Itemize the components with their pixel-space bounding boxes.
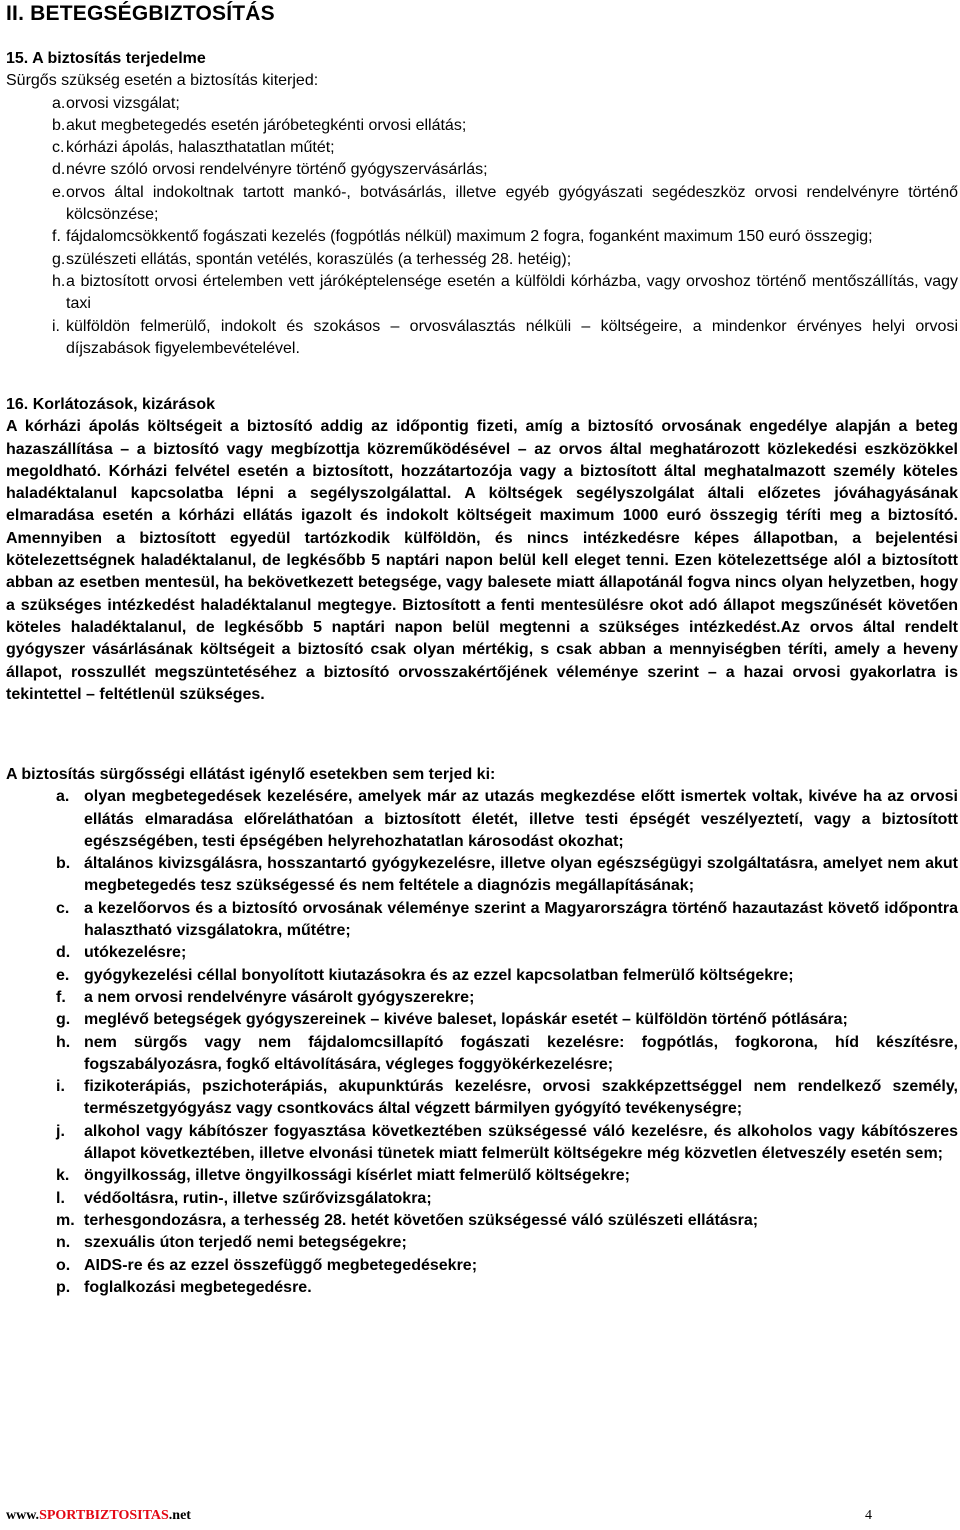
list-marker: l. [56,1189,65,1207]
list-marker: m. [56,1211,75,1229]
exclusion-item [6,1255,958,1277]
exclusion-item [6,987,958,1009]
coverage-item [6,137,958,159]
list-item-text: meglévő betegségek gyógyszereinek – kivéve baleset, lopáskár esetét – külföldön történő pótlására; [84,1011,848,1029]
coverage-item [6,115,958,137]
list-marker: f. [52,228,61,246]
section-16 [6,394,958,706]
exclusions-list [6,786,958,1299]
exclusion-item [6,1277,958,1299]
list-marker: a. [56,788,70,806]
list-item-text: védőoltásra, rutin-, illetve szűrővizsgálatokra; [84,1189,432,1207]
exclusion-item [6,786,958,853]
footer-site-brand: SPORTBIZTOSITAS [39,1508,169,1523]
coverage-item [6,316,958,361]
exclusion-item [6,853,958,898]
coverage-list [6,93,958,361]
page-number: 4 [865,1508,872,1523]
list-item-text: terhesgondozásra, a terhesség 28. hetét követően szükségessé váló szülészeti ellátásra; [84,1211,759,1229]
footer-site-prefix: www. [6,1508,40,1523]
coverage-item [6,93,958,115]
exclusions-title: A biztosítás sürgősségi ellátást igénylő esetekben sem terjed ki: [6,766,496,783]
list-marker: n. [56,1234,71,1252]
section-16-title: 16. Korlátozások, kizárások [6,396,215,413]
exclusion-item [6,1032,958,1077]
list-marker: a. [52,94,66,112]
list-marker: i. [52,317,60,335]
list-item-text: kórházi ápolás, halaszthatatlan műtét; [66,139,335,157]
list-item-text: fájdalomcsökkentő fogászati kezelés (fogpótlás nélkül) maximum 2 fogra, foganként maximum 150 euró összegig; [66,228,873,246]
exclusion-item [6,898,958,943]
coverage-item [6,271,958,316]
list-item-text: általános kivizsgálásra, hosszantartó gyógykezelésre, illetve olyan egészségügyi szolgáltatásra, amelyet nem akut megbetegedés tesz szükségessé és nem feltétele a diagnózis megállapításának; [84,855,958,895]
list-item-text: a nem orvosi rendelvényre vásárolt gyógyszerekre; [84,988,475,1006]
list-item-text: AIDS-re és az ezzel összefüggő megbetegedésekre; [84,1256,478,1274]
list-marker: c. [52,139,65,157]
list-item-text: akut megbetegedés esetén járóbetegkénti orvosi ellátás; [66,116,467,134]
list-marker: e. [56,966,70,984]
list-marker: k. [56,1167,70,1185]
exclusion-item [6,1009,958,1031]
list-item-text: szülészeti ellátás, spontán vetélés, koraszülés (a terhesség 28. hetéig); [66,250,572,268]
section-15 [6,48,958,360]
section-15-title: 15. A biztosítás terjedelme [6,50,206,67]
list-marker: b. [56,855,71,873]
list-item-text: a biztosított orvosi értelemben vett járóképtelensége esetén a külföldi kórházba, vagy orvoshoz történő mentőszállítás, vagy taxi [66,272,958,313]
list-item-text: öngyilkosság, illetve öngyilkossági kísérlet miatt felmerülő költségekre; [84,1167,630,1185]
list-item-text: névre szóló orvosi rendelvényre történő gyógyszervásárlás; [66,161,488,179]
list-marker: o. [56,1256,71,1274]
exclusion-item [6,965,958,987]
list-item-text: gyógykezelési céllal bonyolított kiutazásokra és az ezzel kapcsolatban felmerülő költségekre; [84,966,794,984]
exclusion-item [6,1165,958,1187]
footer-site-suffix: .net [168,1508,191,1523]
list-item-text: szexuális úton terjedő nemi betegségekre; [84,1234,407,1252]
exclusion-item [6,1121,958,1166]
page-heading: II. BETEGSÉGBIZTOSÍTÁS [6,2,275,25]
coverage-item [6,159,958,181]
footer-website-link[interactable] [6,1508,191,1524]
list-item-text: foglalkozási megbetegedésre. [84,1278,312,1296]
section-15-intro: Sürgős szükség esetén a biztosítás kiterjed: [6,72,319,90]
exclusion-item [6,942,958,964]
list-marker: j. [56,1122,65,1140]
list-item-text: nem sürgős vagy nem fájdalomcsillapító fogászati kezelésre: fogpótlás, fogkorona, híd készítésre, fogszabályozásra, fogkő eltávolítására, végleges foggyökérkezelésre; [84,1033,958,1073]
exclusions-block [6,764,958,1299]
list-item-text: orvos által indokoltnak tartott mankó-, botvásárlás, illetve egyéb gyógyászati segédeszköz orvosi rendelvényre történő kölcsönzése; [66,183,958,224]
list-item-text: orvosi vizsgálat; [66,94,180,112]
section-16-paragraph: A kórházi ápolás költségeit a biztosító addig az időpontig fizeti, amíg a biztosító orvosának engedélye alapján a beteg hazaszállítása – a biztosító vagy megbízottja közreműködésével – az orvos által meghatározott közlekedési eszközökkel megoldható. Kórházi felvétel esetén a biztosított, hozzátartozója vagy a biztosított által meghatalmazott személy köteles haladéktalanul kapcsolatba lépni a segélyszolgálattal. A költségek segélyszolgálat általi előzetes jóváhagyásának elmaradása esetén a kórházi ellátás igazolt és indokolt költségeit maximum 1000 euró összegig téríti meg a biztosító. Amennyiben a biztosított egyedül tartózkodik külföldön, és nincs intézkedésre képes állapotban, a bejelentési kötelezettségnek haladéktalanul, de legkésőbb 5 naptári napon belül kell eleget tenni. Ezen kötelezettsége alól a biztosított abban az esetben mentesül, ha bekövetkezett betegsége, vagy balesete miatt állapotánál fogva nincs olyan helyzetben, hogy a szükséges intézkedést haladéktalanul megtegye. Biztosított a fenti mentesülésre okot adó állapot megszűnését követően köteles haladéktalanul, de legkésőbb 5 naptári napon belül megtenni a szükséges intézkedést.Az orvos által rendelt gyógyszer vásárlásának költségeit a biztosító csak olyan mértékig, s csak abban a mennyiségben téríti, amely a heveny állapot, rosszullét megszüntetéséhez a biztosító orvosszakértőjének véleménye szerint – a hazai orvosi gyakorlatra is tekintettel – feltétlenül szükséges. [6,418,958,703]
exclusion-item [6,1076,958,1121]
list-item-text: fizikoterápiás, pszichoterápiás, akupunktúrás kezelésre, orvosi szakképzettséggel nem rendelkező személy, természetgyógyász vagy csontkovács által végzett bármilyen gyógyító tevékenységre; [84,1078,958,1118]
coverage-item [6,249,958,271]
coverage-item [6,226,958,248]
list-marker: c. [56,899,70,917]
list-marker: h. [52,272,66,290]
list-item-text: külföldön felmerülő, indokolt és szokásos – orvosválasztás nélküli – költségeire, a mindenkor érvényes helyi orvosi díjszabások figyelembevételével. [66,317,958,357]
coverage-item [6,182,958,227]
list-item-text: a kezelőorvos és a biztosító orvosának véleménye szerint a Magyarországra történő hazautazást követő időpontra halasztható vizsgálatokra, műtétre; [84,899,958,940]
list-marker: p. [56,1278,71,1296]
exclusion-item [6,1232,958,1254]
list-item-text: utókezelésre; [84,944,187,962]
list-item-text: olyan megbetegedések kezelésére, amelyek már az utazás megkezdése előtt ismertek voltak, kivéve ha az orvosi ellátás elmaradása előreláthatóan a biztosított életét, illetve testi épségét veszélyeztetí, vagy a biztosított egészségében, testi épségében helyrehozhatatlan károsodást okozhat; [84,788,958,850]
exclusion-item [6,1188,958,1210]
exclusion-item [6,1210,958,1232]
list-marker: d. [52,161,66,179]
list-marker: b. [52,116,66,134]
list-marker: f. [56,988,66,1006]
list-marker: h. [56,1033,71,1051]
list-marker: g. [52,250,66,268]
list-marker: d. [56,944,71,962]
list-marker: i. [56,1078,65,1096]
list-item-text: alkohol vagy kábítószer fogyasztása következtében szükségessé váló kezelésre, és alkoholos vagy kábítószeres állapot következtében, illetve elvonási tünetek miatt felmerült költségekre még közvetlen életveszély esetén sem; [84,1122,958,1163]
list-marker: e. [52,183,66,201]
list-marker: g. [56,1011,71,1029]
